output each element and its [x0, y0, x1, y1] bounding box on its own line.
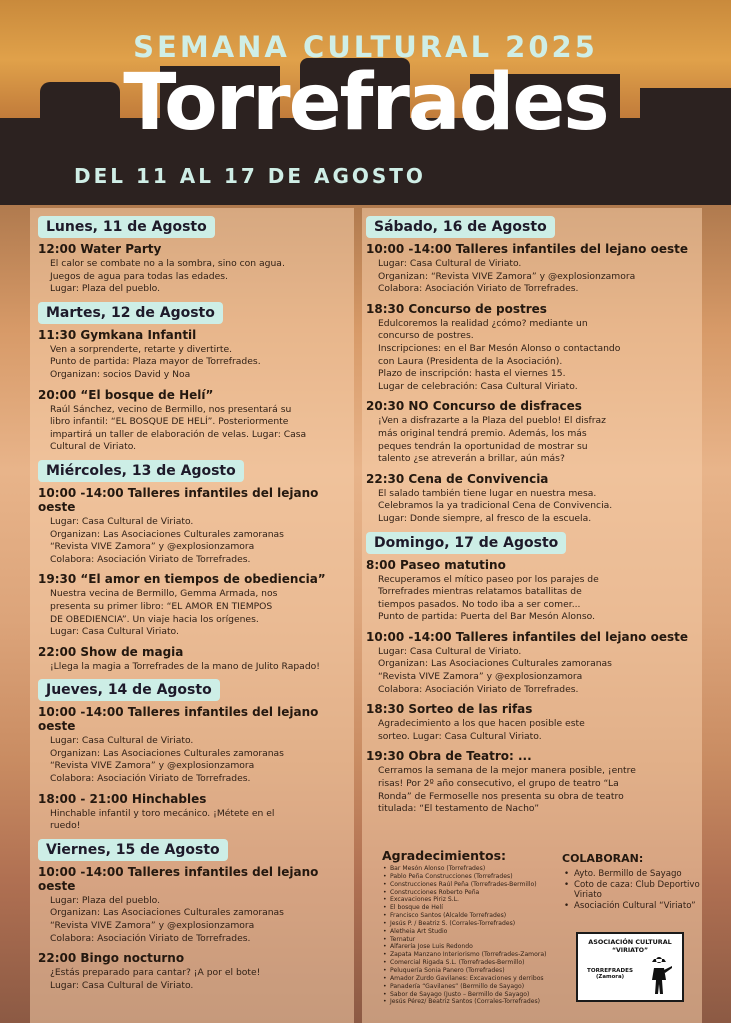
thanks-item: • Zapata Manzano Interiorismo (Torrefrades-Zamora): [382, 951, 572, 959]
event-description-line: sorteo. Lugar: Casa Cultural Viriato.: [378, 730, 542, 742]
thanks-item: • Jesús Pérez/ Beatriz Santos (Corrales-Torrefrades): [382, 998, 572, 1006]
event-description-line: ruedo!: [50, 820, 81, 832]
event-description-line: Organizan: Las Asociaciones Culturales zamoranas: [50, 907, 284, 919]
logo-line-1: ASOCIACIÓN CULTURAL: [588, 938, 672, 946]
colaboran-item: • Asociación Cultural “Viriato”: [562, 901, 702, 912]
event-item: [38, 242, 358, 296]
event-title: 10:00 -14:00 Talleres infantiles del lejano oeste: [366, 242, 688, 256]
event-description-line: Lugar: Casa Cultural de Viriato.: [50, 735, 194, 747]
event-description-line: más original tendrá premio. Además, los más: [378, 427, 587, 439]
event-item: [38, 572, 358, 638]
event-item: [38, 865, 358, 945]
thanks-item: • El bosque de Helí: [382, 904, 572, 912]
event-item: [38, 328, 358, 382]
event-description-line: Organizan: “Revista VIVE Zamora” y @explosionzamora: [378, 270, 636, 282]
day-block-miercoles: [38, 460, 358, 673]
event-item: [366, 302, 700, 394]
event-description-line: peques tendrán la oportunidad de mostrar su: [378, 440, 588, 452]
event-description-line: Recuperamos el mítico paseo por los parajes de: [378, 573, 599, 585]
event-description-line: concurso de postres.: [378, 330, 474, 342]
thanks-item: • Excavaciones Piriz S.L.: [382, 896, 572, 904]
event-item: [38, 388, 358, 454]
event-description-line: Lugar de celebración: Casa Cultural Viriato.: [378, 380, 578, 392]
event-description-line: Cerramos la semana de la mejor manera posible, ¡entre: [378, 765, 636, 777]
event-description-line: Organizan: Las Asociaciones Culturales zamoranas: [50, 747, 284, 759]
header-subtitle: SEMANA CULTURAL 2025: [133, 30, 598, 64]
event-description-line: Ronda” de Fermoselle nos presenta su obra de teatro: [378, 790, 624, 802]
thanks-item: • Bar Mesón Alonso (Torrefrades): [382, 865, 572, 873]
event-item: [366, 702, 700, 743]
colaboran-title: COLABORAN:: [562, 852, 644, 865]
event-description-line: Edulcoremos la realidad ¿cómo? mediante un: [378, 317, 588, 329]
event-title: 22:00 Show de magia: [38, 644, 184, 659]
event-description-line: Raúl Sánchez, vecino de Bermillo, nos presentará su: [50, 403, 292, 415]
event-item: [366, 749, 700, 815]
day-heading: Sábado, 16 de Agosto: [366, 216, 555, 238]
event-description-line: Colabora: Asociación Viriato de Torrefrades.: [50, 773, 251, 785]
event-title: 11:30 Gymkana Infantil: [38, 327, 197, 342]
day-block-domingo: [366, 532, 700, 816]
event-description-line: Punto de partida: Puerta del Bar Mesón Alonso.: [378, 611, 595, 623]
day-block-viernes: [38, 839, 358, 993]
day-block-sabado: [366, 216, 700, 526]
event-description-line: titulada: “El testamento de Nacho”: [378, 803, 539, 815]
event-title: 12:00 Water Party: [38, 242, 162, 256]
event-description-line: impartirá un taller de elaboración de velas. Lugar: Casa: [50, 428, 307, 440]
event-description-line: Hinchable infantil y toro mecánico. ¡Métete en el: [50, 807, 275, 819]
thanks-item: • Aletheia Art Studio: [382, 928, 572, 936]
event-description-line: tiempos pasados. No todo iba a ser comer...: [378, 598, 581, 610]
logo-line-4: (Zamora): [595, 974, 625, 980]
day-heading: Lunes, 11 de Agosto: [38, 216, 215, 238]
colaboran-item: • Coto de caza: Club Deportivo Viriato: [562, 880, 702, 901]
event-description-line: Celebramos la ya tradicional Cena de Convivencia.: [378, 500, 613, 512]
thanks-item: • Alfarería Jose Luis Redondo: [382, 943, 572, 951]
event-description-line: Inscripciones: en el Bar Mesón Alonso o contactando: [378, 342, 621, 354]
event-description-line: Lugar: Casa Cultural de Viriato.: [50, 979, 194, 991]
day-heading: Miércoles, 13 de Agosto: [38, 460, 244, 482]
thanks-list: [382, 865, 572, 1006]
event-description-line: “Revista VIVE Zamora” y @explosionzamora: [50, 541, 255, 553]
event-item: [38, 705, 358, 785]
event-title: 20:00 “El bosque de Helí”: [38, 387, 214, 402]
event-description-line: Nuestra vecina de Bermillo, Gemma Armada, nos: [50, 588, 278, 600]
event-title: 20:30 NO Concurso de disfraces: [366, 399, 582, 414]
event-item: [366, 472, 700, 526]
header-title: Torrefrades: [123, 58, 608, 148]
thanks-item: • Sabor de Sayago (Justo – Bermillo de Sayago): [382, 991, 572, 999]
event-title: 19:30 Obra de Teatro: ...: [366, 749, 532, 764]
event-description-line: Plazo de inscripción: hasta el viernes 15.: [378, 368, 566, 380]
event-title: 10:00 -14:00 Talleres infantiles del lejano oeste: [38, 864, 319, 893]
day-heading: Viernes, 15 de Agosto: [38, 839, 228, 861]
event-title: 19:30 “El amor en tiempos de obediencia”: [38, 572, 326, 587]
event-description-line: Lugar: Casa Cultural de Viriato.: [378, 258, 522, 269]
event-title: 10:00 -14:00 Talleres infantiles del lejano oeste: [38, 485, 319, 514]
event-description-line: Organizan: Las Asociaciones Culturales zamoranas: [50, 528, 284, 540]
right-schedule-column: [366, 216, 700, 822]
day-block-martes: [38, 302, 358, 454]
thanks-item: • Pablo Peña Construcciones (Torrefrades): [382, 873, 572, 881]
event-description-line: Lugar: Plaza del pueblo.: [50, 283, 160, 295]
event-description-line: Agradecimiento a los que hacen posible este: [378, 718, 585, 730]
event-description-line: Lugar: Casa Cultural de Viriato.: [378, 645, 522, 657]
colaboran-list: [562, 869, 702, 911]
event-description-line: Torrefrades mientras relatamos batallitas de: [378, 586, 582, 598]
event-item: [38, 486, 358, 566]
viriato-association-logo: [576, 932, 684, 1002]
event-description-line: Lugar: Plaza del pueblo.: [50, 894, 160, 906]
event-description-line: DE OBEDIENCIA”. Un viaje hacia los orígenes.: [50, 613, 259, 625]
thanks-item: • Jesús P. / Beatriz S. (Corrales-Torrefrades): [382, 920, 572, 928]
thanks-item: • Construcciones Raúl Peña (Torrefrades-Bermillo): [382, 881, 572, 889]
event-title: 18:00 - 21:00 Hinchables: [38, 791, 207, 806]
event-description-line: Colabora: Asociación Viriato de Torrefrades.: [50, 553, 251, 565]
cowboy-figure-icon: [644, 956, 674, 996]
event-description-line: Colabora: Asociación Viriato de Torrefrades.: [378, 683, 579, 695]
event-description-line: con Laura (Presidenta de la Asociación).: [378, 355, 563, 367]
thanks-section: [382, 848, 572, 1006]
event-description-line: “Revista VIVE Zamora” y @explosionzamora: [378, 671, 583, 683]
day-heading: Martes, 12 de Agosto: [38, 302, 223, 324]
event-item: [38, 645, 358, 674]
event-description-line: talento ¿se atreverán a brillar, aún más?: [378, 453, 565, 465]
thanks-item: • Amador Zurdo Gavilanes: Excavaciones y derribos: [382, 975, 572, 983]
day-block-jueves: [38, 679, 358, 833]
event-title: 22:00 Bingo nocturno: [38, 951, 185, 966]
event-item: [366, 399, 700, 465]
event-description-line: “Revista VIVE Zamora” y @explosionzamora: [50, 760, 255, 772]
event-description-line: Lugar: Casa Cultural de Viriato.: [50, 515, 194, 527]
header-dates: DEL 11 AL 17 DE AGOSTO: [74, 164, 426, 188]
event-description-line: ¿Estás preparado para cantar? ¡A por el bote!: [50, 967, 261, 979]
colaboran-item: • Ayto. Bermillo de Sayago: [562, 869, 702, 880]
event-title: 10:00 -14:00 Talleres infantiles del lejano oeste: [366, 629, 688, 644]
event-description-line: El calor se combate no a la sombra, sino con agua.: [50, 258, 285, 269]
event-description-line: ¡Ven a disfrazarte a la Plaza del pueblo! El disfraz: [378, 415, 606, 427]
event-item: [366, 558, 700, 624]
event-description-line: Lugar: Casa Cultural Viriato.: [50, 626, 179, 638]
event-description-line: Colabora: Asociación Viriato de Torrefrades.: [50, 932, 251, 944]
event-description-line: Colabora: Asociación Viriato de Torrefrades.: [378, 283, 579, 295]
event-description-line: libro infantil: “EL BOSQUE DE HELÍ”. Posteriormente: [50, 416, 289, 428]
event-description-line: Juegos de agua para todas las edades.: [50, 270, 228, 282]
logo-line-3: TORREFRADES: [587, 968, 633, 974]
colaboran-section: [562, 852, 702, 911]
event-description-line: ¡Llega la magia a Torrefrades de la mano de Julito Rapado!: [50, 660, 320, 672]
event-title: 18:30 Sorteo de las rifas: [366, 702, 533, 717]
event-title: 8:00 Paseo matutino: [366, 557, 506, 572]
day-block-lunes: [38, 216, 358, 296]
event-item: [38, 951, 358, 992]
thanks-item: • Peluquería Sonia Panero (Torrefrades): [382, 967, 572, 975]
event-description-line: risas! Por 2º año consecutivo, el grupo de teatro “La: [378, 778, 619, 790]
event-item: [366, 242, 700, 296]
event-title: 22:30 Cena de Convivencia: [366, 471, 549, 486]
event-title: 10:00 -14:00 Talleres infantiles del lejano oeste: [38, 705, 319, 734]
event-description-line: Cultural de Viriato.: [50, 441, 137, 453]
logo-line-2: “VIRIATO”: [611, 947, 649, 954]
event-description-line: “Revista VIVE Zamora” y @explosionzamora: [50, 920, 255, 932]
thanks-item: • Francisco Santos (Alcalde Torrefrades): [382, 912, 572, 920]
event-item: [38, 792, 358, 833]
thanks-item: • Construcciones Roberto Peña: [382, 889, 572, 897]
event-description-line: Ven a sorprenderte, retarte y divertirte.: [50, 343, 233, 355]
thanks-item: • Panadería “Gavilanes” (Bermillo de Sayago): [382, 983, 572, 991]
thanks-item: • Comercial Rigada S.L. (Torrefrades-Bermillo): [382, 959, 572, 967]
thanks-item: • Ternatur: [382, 936, 572, 944]
event-description-line: Organizan: Las Asociaciones Culturales zamoranas: [378, 658, 612, 670]
day-heading: Domingo, 17 de Agosto: [366, 532, 566, 554]
event-description-line: presenta su primer libro: “EL AMOR EN TIEMPOS: [50, 600, 273, 612]
left-schedule-column: [38, 216, 358, 998]
event-item: [366, 630, 700, 696]
event-description-line: El salado también tiene lugar en nuestra mesa.: [378, 487, 597, 499]
thanks-title: Agradecimientos:: [382, 848, 507, 863]
event-title: 18:30 Concurso de postres: [366, 301, 547, 316]
day-heading: Jueves, 14 de Agosto: [38, 679, 220, 701]
event-description-line: Lugar: Donde siempre, al fresco de la escuela.: [378, 512, 592, 524]
event-description-line: Punto de partida: Plaza mayor de Torrefrades.: [50, 356, 261, 368]
event-description-line: Organizan: socios David y Noa: [50, 368, 191, 380]
